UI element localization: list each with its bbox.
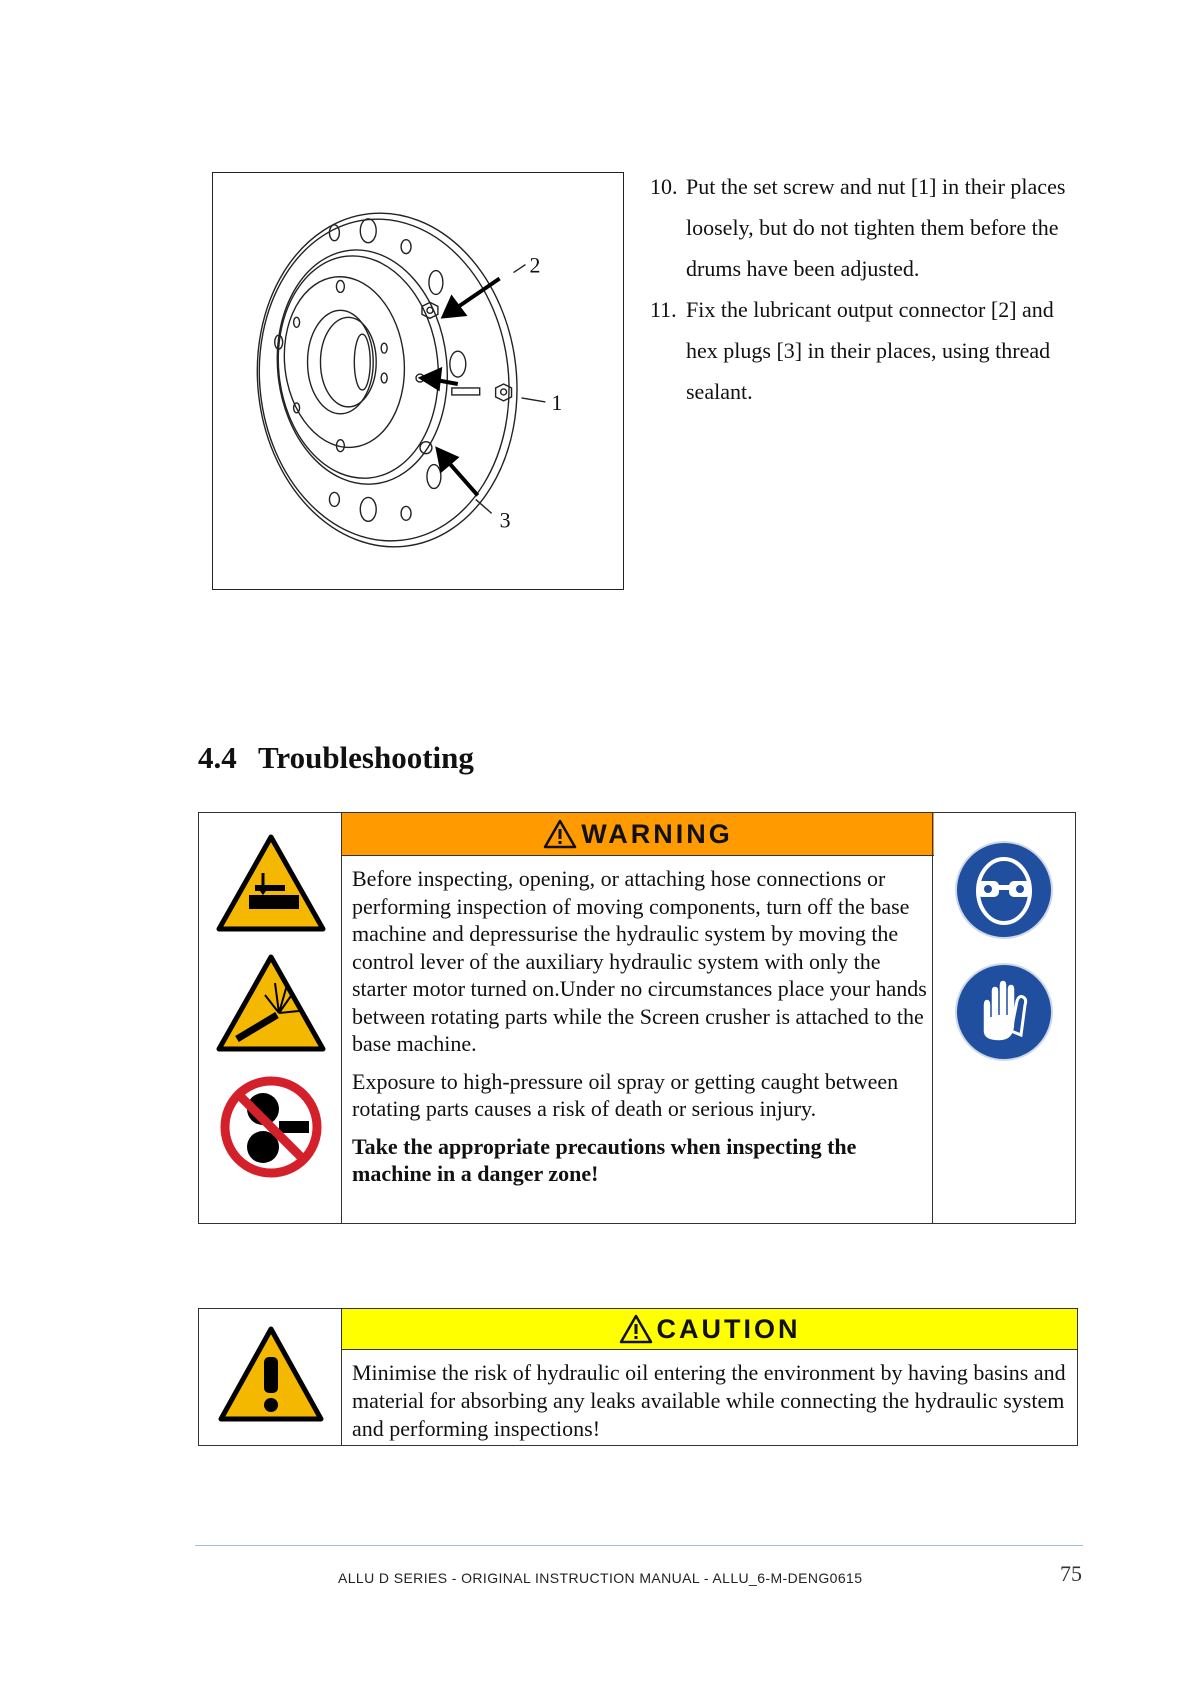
caution-symbol-cell bbox=[199, 1309, 342, 1445]
flange-drawing bbox=[213, 173, 623, 589]
warning-mandatory-symbols bbox=[932, 813, 1075, 1223]
section-heading bbox=[198, 740, 474, 776]
step-11 bbox=[650, 289, 1080, 412]
step-text: Put the set screw and nut [1] in their places loosely, but do not tighten them before the drums have been adjusted. bbox=[686, 174, 1066, 281]
caution-triangle-icon bbox=[619, 1314, 653, 1344]
no-reaching-rotating-parts-icon bbox=[219, 1075, 323, 1179]
warning-paragraph: Exposure to high-pressure oil spray or getting caught between rotating parts causes a risk of death or serious injury. bbox=[352, 1068, 899, 1121]
callout-2: 2 bbox=[529, 252, 541, 278]
caution-header-text: CAUTION bbox=[656, 1313, 801, 1344]
section-title: Troubleshooting bbox=[258, 740, 474, 775]
hand-crush-hazard-icon bbox=[215, 833, 327, 933]
step-text: Fix the lubricant output connector [2] and hex plugs [3] in their places, using thread sealant. bbox=[686, 297, 1054, 404]
step-number: 10. bbox=[650, 174, 678, 199]
footer-divider bbox=[195, 1545, 1083, 1546]
page-number: 75 bbox=[1060, 1561, 1082, 1586]
step-10 bbox=[650, 166, 1080, 289]
warning-box bbox=[198, 812, 1076, 1224]
warning-bold-text: Take the appropriate precautions when inspecting the machine in a danger zone! bbox=[352, 1133, 857, 1186]
flange-figure bbox=[212, 172, 624, 590]
warning-paragraph: Before inspecting, opening, or attaching hose connections or performing inspection of moving components, turn off the base machine and depressurise the hydraulic system by moving the control lever of the auxiliary hydraulic system with only the starter motor turned on.Under no circumstances place your hands between rotating parts while the Screen crusher is attached to the base machine. bbox=[352, 866, 927, 1056]
general-caution-icon bbox=[217, 1325, 325, 1423]
warning-triangle-icon bbox=[543, 819, 577, 849]
hand-protection-icon bbox=[953, 961, 1055, 1063]
section-number: 4.4 bbox=[198, 740, 237, 775]
caution-box bbox=[198, 1308, 1078, 1446]
footer-text: ALLU D SERIES - ORIGINAL INSTRUCTION MANUAL - ALLU_6-M-DENG0615 bbox=[338, 1570, 863, 1586]
warning-header bbox=[342, 813, 934, 856]
warning-hazard-symbols bbox=[199, 813, 342, 1223]
callout-3: 3 bbox=[499, 507, 511, 533]
pressure-spray-hazard-icon bbox=[215, 953, 327, 1053]
callout-1: 1 bbox=[551, 389, 563, 415]
warning-body bbox=[352, 865, 932, 1188]
caution-header bbox=[342, 1309, 1077, 1350]
procedure-steps bbox=[650, 166, 1080, 412]
step-number: 11. bbox=[650, 297, 677, 322]
warning-header-text: WARNING bbox=[581, 818, 733, 849]
eye-protection-icon bbox=[953, 839, 1055, 941]
caution-body: Minimise the risk of hydraulic oil entering the environment by having basins and material for absorbing any leaks available while connecting the hydraulic system and performing inspections! bbox=[352, 1360, 1066, 1441]
